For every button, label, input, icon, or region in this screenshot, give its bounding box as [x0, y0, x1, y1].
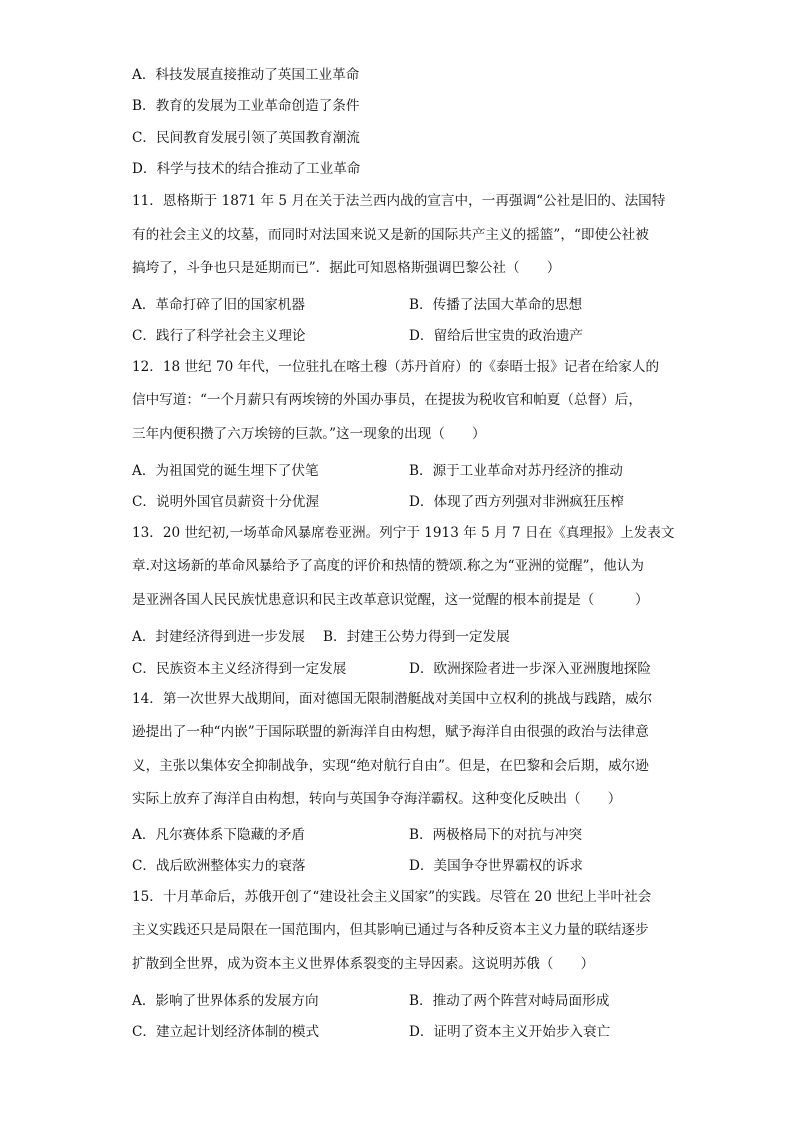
- q12-stem-line-1: 12．18 世纪 70 年代，一位驻扎在喀土穆（苏丹首府）的《泰晤士报》记者在给家人的: [132, 359, 660, 375]
- q14-stem-line-3: 义，主张以集体安全抑制战争，实现“绝对航行自由”。但是，在巴黎和会后期，威尔逊: [132, 758, 649, 774]
- q11-stem-line-1: 11．恩格斯于 1871 年 5 月在关于法兰西内战的宣言中，一再强调“公社是旧的、法国特: [132, 193, 666, 209]
- q12-stem-line-2: 信中写道：“一个月薪只有两埃镑的外国办事员，在提拔为税收官和帕夏（总督）后，: [132, 392, 642, 408]
- q13-stem-line-2: 章.对这场新的革命风暴给予了高度的评价和热情的赞颂.称之为“亚洲的觉醒”，他认为: [132, 558, 644, 574]
- q13-option-b: B．封建王公势力得到一定发展: [323, 629, 510, 645]
- q14-option-a: A．凡尔赛体系下隐藏的矛盾: [132, 827, 305, 843]
- q12-stem-line-3: 三年内便积攒了六万埃镑的巨款。”这一现象的出现（ ）: [132, 426, 486, 442]
- q14-stem-line-1: 14．第一次世界大战期间，面对德国无限制潜艇战对美国中立权利的挑战与践踏，威尔: [132, 691, 653, 707]
- q15-stem-line-1: 15．十月革命后，苏俄开创了“建设社会主义国家”的实践。尽管在 20 世纪上半叶社会: [132, 889, 652, 905]
- q14-stem-line-2: 逊提出了一种“内嵌”于国际联盟的新海洋自由构想，赋予海洋自由很强的政治与法律意: [132, 724, 649, 740]
- q10-option-b: B．教育的发展为工业革命创造了条件: [132, 98, 360, 114]
- q12-option-b: B．源于工业革命对苏丹经济的推动: [409, 463, 623, 479]
- q14-option-b: B．两极格局下的对抗与冲突: [409, 827, 583, 843]
- q13-option-d: D．欧洲探险者进一步深入亚洲腹地探险: [409, 661, 651, 677]
- q13-option-c: C．民族资本主义经济得到一定发展: [132, 661, 347, 677]
- q14-option-c: C．战后欧洲整体实力的衰落: [132, 858, 306, 874]
- q12-option-d: D．体现了西方列强对非洲疯狂压榨: [409, 494, 624, 510]
- q15-option-c: C．建立起计划经济体制的模式: [132, 1024, 320, 1040]
- q11-option-b: B．传播了法国大革命的思想: [409, 297, 583, 313]
- q10-option-d: D．科学与技术的结合推动了工业革命: [132, 161, 361, 177]
- q12-option-a: A．为祖国党的诞生埋下了伏笔: [132, 463, 319, 479]
- q11-stem-line-3: 搞垮了，斗争也只是延期而已”．据此可知恩格斯强调巴黎公社（ ）: [132, 260, 561, 276]
- q13-stem-line-1: 13．20 世纪初,一场革命风暴席卷亚洲。列宁于 1913 年 5 月 7 日在《真理报》上发表文: [132, 525, 675, 541]
- q14-option-d: D．美国争夺世界霸权的诉求: [409, 858, 584, 874]
- q15-option-b: B．推动了两个阵营对峙局面形成: [409, 993, 610, 1009]
- q10-option-a: A．科技发展直接推动了英国工业革命: [132, 67, 360, 83]
- q10-option-c: C．民间教育发展引领了英国教育潮流: [132, 130, 360, 146]
- q11-option-c: C．践行了科学社会主义理论: [132, 328, 306, 344]
- q11-option-d: D．留给后世宝贵的政治遗产: [409, 328, 584, 344]
- q11-option-a: A．革命打碎了旧的国家机器: [132, 297, 305, 313]
- q11-stem-line-2: 有的社会主义的坟墓，而同时对法国来说又是新的国际共产主义的摇篮”，“即使公社被: [132, 227, 649, 243]
- q15-option-d: D．证明了资本主义开始步入衰亡: [409, 1024, 611, 1040]
- q13-stem-line-3: 是亚洲各国人民民族忧患意识和民主改革意识觉醒，这一觉醒的根本前提是（ ）: [132, 592, 649, 608]
- q12-option-c: C．说明外国官员薪资十分优渥: [132, 494, 320, 510]
- q15-stem-line-3: 扩散到全世界，成为资本主义世界体系裂变的主导因素。这说明苏俄（ ）: [132, 956, 595, 972]
- q13-option-a: A．封建经济得到进一步发展: [132, 629, 305, 645]
- q15-option-a: A．影响了世界体系的发展方向: [132, 993, 319, 1009]
- q14-stem-line-4: 实际上放弃了海洋自由构想，转向与英国争夺海洋霸权。这种变化反映出（ ）: [132, 791, 622, 807]
- q15-stem-line-2: 主义实践还只是局限在一国范围内，但其影响已通过与各种反资本主义力量的联结逐步: [132, 922, 649, 938]
